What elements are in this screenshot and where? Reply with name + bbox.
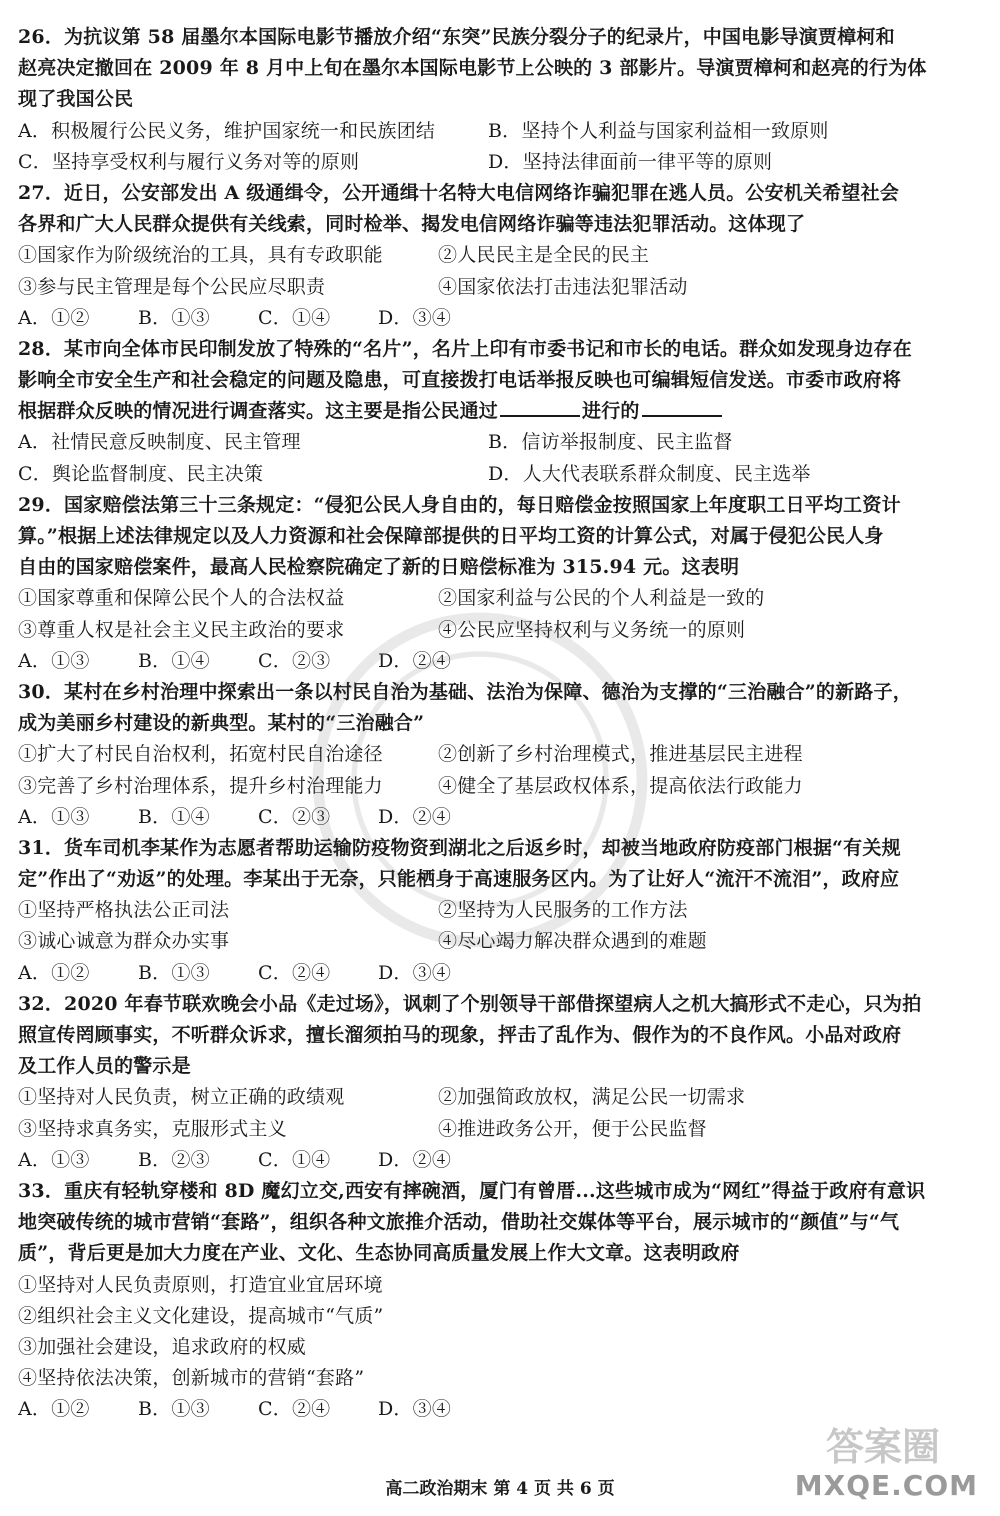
choice: D．③④ (378, 961, 452, 984)
statement-row (18, 272, 982, 303)
statement-row (18, 583, 982, 614)
question-stem-line: 31．货车司机李某作为志愿者帮助运输防疫物资到湖北之后返乡时，却被当地政府防疫部门根据“有关规 (18, 836, 901, 859)
question-stem-line: 28．某市向全体市民印制发放了特殊的“名片”，名片上印有市委书记和市长的电话。群众如发现身边存在 (18, 337, 912, 360)
choice: C．②④ (258, 961, 331, 984)
question-stem-line: 各界和广大人民群众提供有关线索，同时检举、揭发电信网络诈骗等违法犯罪活动。这体现了 (18, 213, 806, 236)
choice-row (18, 303, 982, 334)
choice: B．①③ (138, 1398, 210, 1421)
statement: ②组织社会主义文化建设，提高城市“气质” (18, 1304, 384, 1327)
option-row (18, 427, 982, 458)
question-list (18, 22, 982, 1425)
choice: D．③④ (378, 1398, 452, 1421)
option-row (18, 459, 982, 490)
statement-row (18, 739, 982, 770)
choice: C．①④ (258, 1148, 331, 1171)
statement: ③尊重人权是社会主义民主政治的要求 (18, 618, 345, 641)
statement: ②人民民主是全民的民主 (438, 244, 650, 267)
statement: ①坚持对人民负责原则，打造宜业宜居环境 (18, 1273, 383, 1296)
question-31 (18, 833, 982, 989)
question-stem-line: 自由的国家赔偿案件，最高人民检察院确定了新的日赔偿标准为 315.94 元。这表明 (18, 556, 740, 579)
choice: D．③④ (378, 306, 452, 329)
statement: ④尽心竭力解决群众遇到的难题 (438, 930, 707, 953)
choice: C．②③ (258, 649, 331, 672)
choice: A．①③ (18, 1148, 90, 1171)
statement: ①扩大了村民自治权利，拓宽村民自治途径 (18, 743, 383, 766)
statement: ②国家利益与公民的个人利益是一致的 (438, 587, 765, 610)
statement: ②加强简政放权，满足公民一切需求 (438, 1086, 746, 1109)
stem-text-between-blanks: 进行的 (582, 400, 640, 423)
choice: A．①② (18, 306, 90, 329)
statement-row (18, 1114, 982, 1145)
statement: ③坚持求真务实，克服形式主义 (18, 1117, 287, 1140)
question-stem-line: 定”作出了“劝返”的处理。李某出于无奈，只能栖身于高速服务区内。为了让好人“流汗不流泪”，政府应 (18, 868, 900, 891)
option: B．坚持个人利益与国家利益相一致原则 (488, 119, 829, 142)
question-stem-line: 27．近日，公安部发出 A 级通缉令，公开通缉十名特大电信网络诈骗犯罪在逃人员。公安机关希望社会 (18, 181, 900, 204)
statement-row (18, 771, 982, 802)
option-row (18, 116, 982, 147)
question-29 (18, 490, 982, 677)
choice: C．①④ (258, 306, 331, 329)
question-stem-line: 赵亮决定撤回在 2009 年 8 月中上旬在墨尔本国际电影节上公映的 3 部影片。导演贾樟柯和赵亮的行为体 (18, 57, 927, 80)
choice: A．①③ (18, 649, 90, 672)
option: A．社情民意反映制度、民主管理 (18, 431, 301, 454)
question-30 (18, 677, 982, 833)
choice: C．②④ (258, 1398, 331, 1421)
question-27 (18, 178, 982, 334)
logo-brand-en: MXQE.COM (794, 1469, 978, 1502)
statement: ④国家依法打击违法犯罪活动 (438, 275, 688, 298)
statement: ②坚持为人民服务的工作方法 (438, 899, 688, 922)
statement-row (18, 1082, 982, 1113)
question-stem-line: 26．为抗议第 58 届墨尔本国际电影节播放介绍“东突”民族分裂分子的纪录片，中国电影导演贾樟柯和 (18, 26, 895, 48)
page-footer: 高二政治期末 第 4 页 共 6 页 (385, 1479, 615, 1499)
option-row (18, 147, 982, 178)
choice-row (18, 1145, 982, 1176)
choice: B．①④ (138, 805, 210, 828)
question-stem-line: 算。”根据上述法律规定以及人力资源和社会保障部提供的日平均工资的计算公式，对属于侵犯公民人身 (18, 525, 884, 547)
question-28 (18, 334, 982, 490)
question-26 (18, 22, 982, 178)
option: D．坚持法律面前一律平等的原则 (488, 150, 773, 173)
question-stem-line: 地突破传统的城市营销“套路”，组织各种文旅推介活动，借助社交媒体等平台，展示城市的“颜值”与“气 (18, 1211, 900, 1234)
question-stem-line: 照宣传罔顾事实，不听群众诉求，擅长溜须拍马的现象，抨击了乱作为、假作为的不良作风。小品对政府 (18, 1024, 902, 1046)
option: A．积极履行公民义务，维护国家统一和民族团结 (18, 119, 436, 142)
choice: A．①② (18, 1398, 90, 1421)
statement: ①坚持严格执法公正司法 (18, 899, 230, 922)
choice-row (18, 958, 982, 989)
choice: D．②④ (378, 1148, 452, 1171)
question-stem-line: 30．某村在乡村治理中探索出一条以村民自治为基础、法治为保障、德治为支撑的“三治融合”的新路子， (18, 680, 912, 703)
question-stem-line: 33．重庆有轻轨穿楼和 8D 魔幻立交,西安有摔碗酒，厦门有曾厝...这些城市成为“网红”得益于政府有意识 (18, 1179, 926, 1202)
choice: B．①③ (138, 961, 210, 984)
choice: B．①③ (138, 306, 210, 329)
choice: B．②③ (138, 1148, 210, 1171)
statement: ④健全了基层政权体系，提高依法行政能力 (438, 774, 803, 797)
statement: ④公民应坚持权利与义务统一的原则 (438, 618, 746, 641)
question-stem-line-with-blanks (18, 396, 982, 427)
question-stem-line: 32．2020 年春节联欢晚会小品《走过场》，讽刺了个别领导干部借探望病人之机大搞形式不走心，只为拍 (18, 992, 922, 1015)
choice: B．①④ (138, 649, 210, 672)
option: C．坚持享受权利与履行义务对等的原则 (18, 150, 360, 173)
fill-blank-2 (642, 397, 722, 417)
option: B．信访举报制度、民主监督 (488, 431, 733, 454)
choice: D．②④ (378, 805, 452, 828)
statement: ③完善了乡村治理体系，提升乡村治理能力 (18, 774, 383, 797)
statement-row (18, 926, 982, 957)
statement: ①国家尊重和保障公民个人的合法权益 (18, 587, 345, 610)
choice: D．②④ (378, 649, 452, 672)
statement-row (18, 895, 982, 926)
statement: ③参与民主管理是每个公民应尽职责 (18, 275, 326, 298)
choice: A．①③ (18, 805, 90, 828)
question-32 (18, 989, 982, 1176)
question-stem-line: 现了我国公民 (18, 88, 134, 111)
question-stem-line: 及工作人员的警示是 (18, 1055, 191, 1078)
statement: ④推进政务公开，便于公民监督 (438, 1117, 707, 1140)
choice-row (18, 646, 982, 677)
statement-row (18, 615, 982, 646)
question-stem-line: 质”，背后更是加大力度在产业、文化、生态协同高质量发展上作大文章。这表明政府 (18, 1242, 740, 1265)
question-stem-line: 影响全市安全生产和社会稳定的问题及隐患，可直接拨打电话举报反映也可编辑短信发送。市委市政府将 (18, 369, 902, 392)
statement: ④坚持依法决策，创新城市的营销“套路” (18, 1367, 365, 1390)
statement: ③加强社会建设，追求政府的权威 (18, 1335, 307, 1358)
question-stem-line: 29．国家赔偿法第三十三条规定：“侵犯公民人身自由的，每日赔偿金按照国家上年度职工日平均工资计 (18, 493, 901, 516)
statement: ②创新了乡村治理模式，推进基层民主进程 (438, 743, 803, 766)
statement-row (18, 240, 982, 271)
statement: ①国家作为阶级统治的工具，具有专政职能 (18, 244, 383, 267)
choice: C．②③ (258, 805, 331, 828)
option: C．舆论监督制度、民主决策 (18, 462, 264, 485)
statement: ③诚心诚意为群众办实事 (18, 930, 230, 953)
choice: A．①② (18, 961, 90, 984)
choice-row (18, 802, 982, 833)
question-33 (18, 1176, 982, 1426)
logo-brand-cn: 答案圈 (826, 1425, 941, 1469)
statement: ①坚持对人民负责，树立正确的政绩观 (18, 1086, 345, 1109)
stem-text-before-blank: 根据群众反映的情况进行调查落实。这主要是指公民通过 (18, 400, 499, 423)
fill-blank-1 (500, 397, 580, 417)
option: D．人大代表联系群众制度、民主选举 (488, 462, 811, 485)
question-stem-line: 成为美丽乡村建设的新典型。某村的“三治融合” (18, 712, 425, 735)
